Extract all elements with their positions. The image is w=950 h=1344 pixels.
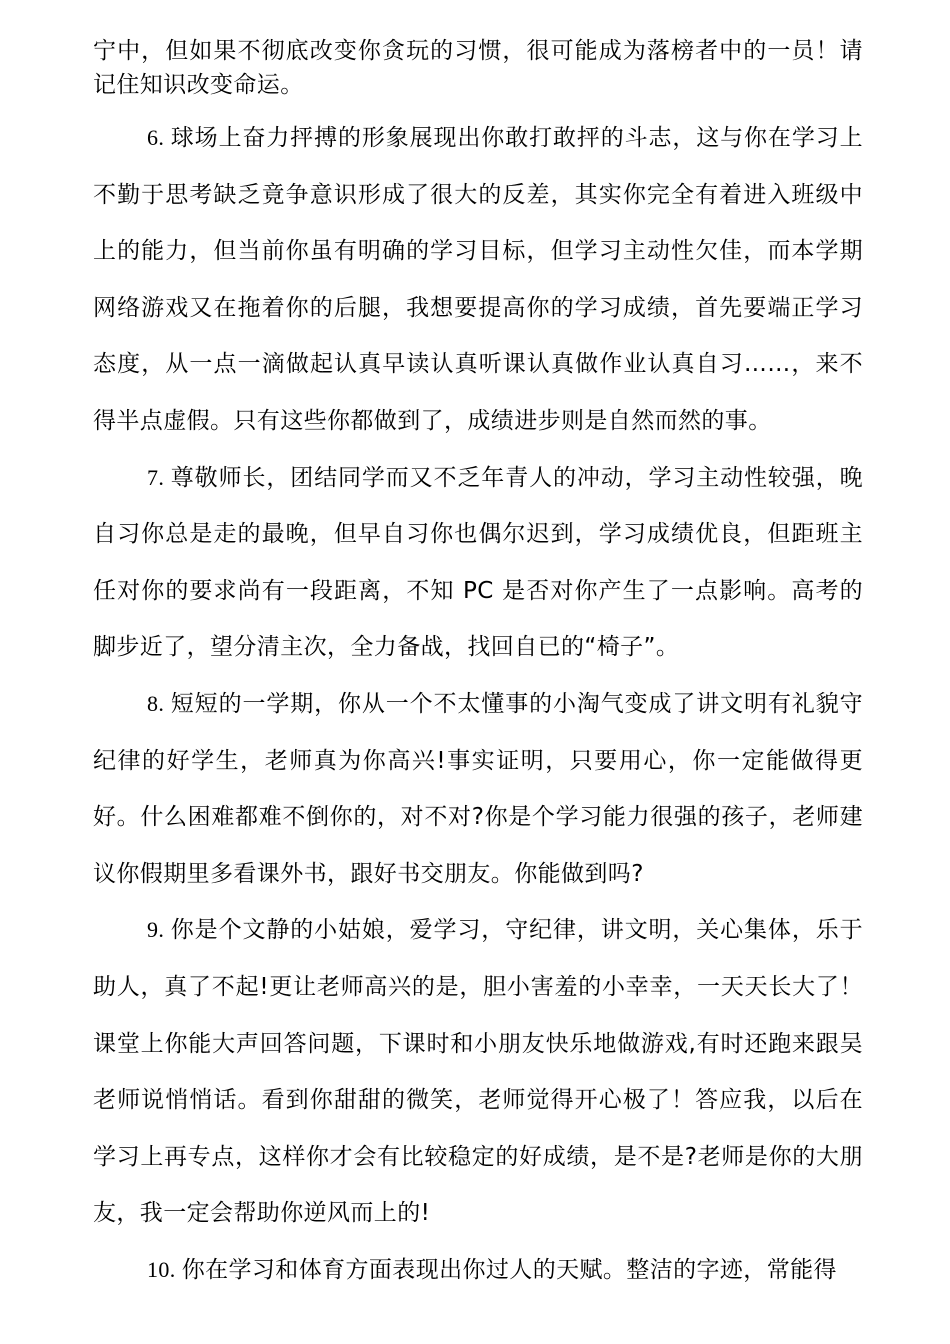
item-number: 8.	[147, 690, 165, 716]
item-number: 10.	[147, 1256, 176, 1282]
item-text: 短短的一学期，你从一个不太懂事的小淘气变成了讲文明有礼貌守纪律的好学生，老师真为你高兴!事实证明，只要用心，你一定能做得更好。什么困难都难不倒你的，对不对?你是个学习能力很强的孩子，老师建议你假期里多看课外书，跟好书交朋友。你能做到吗?	[93, 690, 863, 887]
comment-item-9	[93, 902, 863, 1242]
item-number: 6.	[147, 125, 165, 150]
item-text: 尊敬师长，团结同学而又不乏年青人的冲动，学习主动性较强，晚自习你总是走的最晚，但早自习你也偶尔迟到，学习成绩优良，但距班主任对你的要求尚有一段距离，不知 PC 是否对你产生了一点影响。高考的脚步近了，望分清主次，全力备战，找回自已的“椅子”。	[93, 464, 863, 661]
comment-item-7	[93, 450, 863, 676]
continuation-paragraph: 宁中，但如果不彻底改变你贪玩的习惯，很可能成为落榜者中的一员！请记住知识改变命运。	[93, 38, 863, 98]
item-text: 你是个文静的小姑娘，爱学习，守纪律，讲文明，关心集体，乐于助人，真了不起!更让老师高兴的是，胆小害羞的小幸幸，一天天长大了！课堂上你能大声回答问题，下课时和小朋友快乐地做游戏,有时还跑来跟吴老师说悄悄话。看到你甜甜的微笑，老师觉得开心极了！答应我，以后在学习上再专点，这样你才会有比较稳定的好成绩，是不是?老师是你的大朋友，我一定会帮助你逆风而上的!	[93, 917, 863, 1227]
item-text: 你在学习和体育方面表现出你过人的天赋。整洁的字迹，常能得	[181, 1256, 837, 1283]
item-text: 球场上奋力抨搏的形象展现出你敢打敢抨的斗志，这与你在学习上不勤于思考缺乏竟争意识形成了很大的反差，其实你完全有着进入班级中上的能力，但当前你虽有明确的学习目标，但学习主动性欠佳，而本学期网络游戏又在拖着你的后腿，我想要提高你的学习成绩，首先要端正学习态度，从一点一滴做起认真早读认真听课认真做作业认真自习……，来不得半点虚假。只有这些你都做到了，成绩进步则是自然而然的事。	[93, 125, 863, 434]
item-number: 7.	[147, 464, 165, 490]
item-number: 9.	[147, 917, 165, 943]
document-page	[93, 34, 863, 1298]
comment-item-10	[93, 1242, 863, 1299]
comment-item-8	[93, 676, 863, 902]
comment-item-6	[93, 110, 863, 450]
